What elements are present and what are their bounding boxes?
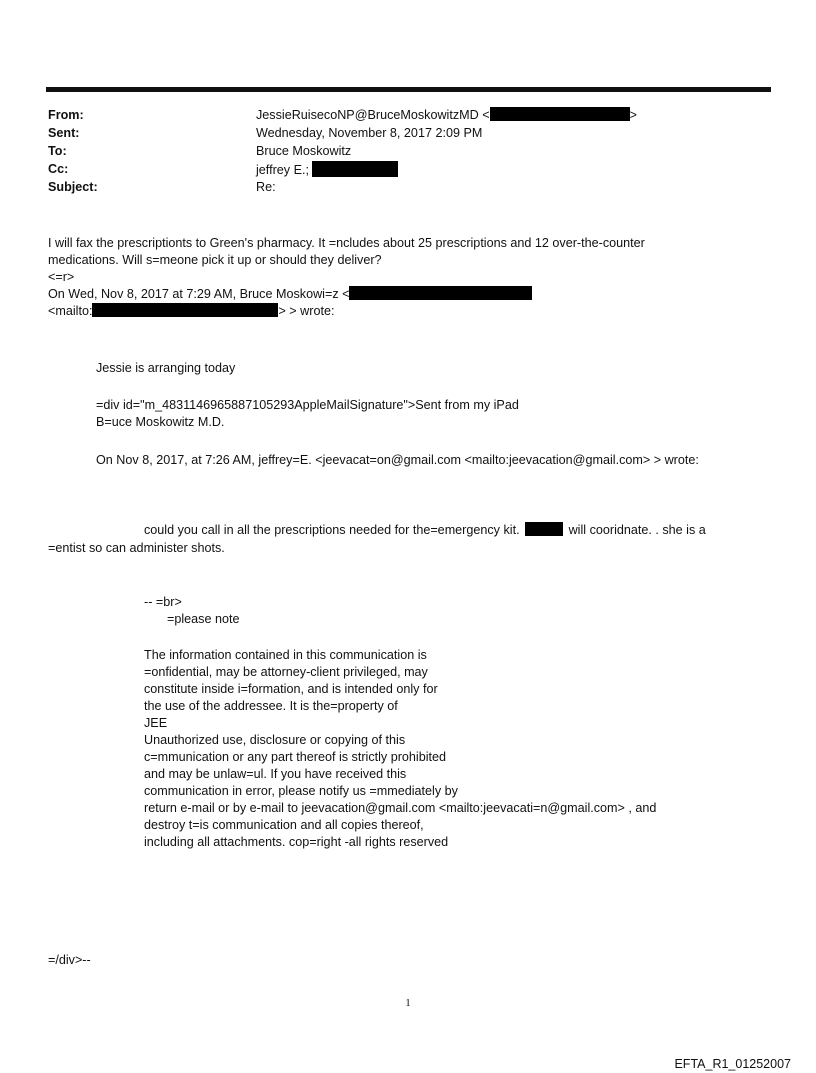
redaction-box xyxy=(490,107,630,121)
quote-text: could you call in all the prescriptions needed for the=emergency kit. xyxy=(144,523,520,537)
subject-label: Subject: xyxy=(48,180,98,194)
disclaimer-line: c=mmunication or any part thereof is strictly prohibited xyxy=(144,750,447,764)
quote-line: Jessie is arranging today xyxy=(96,361,236,375)
please-note xyxy=(167,611,239,628)
reply-line xyxy=(48,286,645,303)
quote-line: On Nov 8, 2017, at 7:26 AM, jeffrey=E. <jeevacat=on@gmail.com <mailto:jeevacation@gmail.com> > wrote: xyxy=(96,453,699,467)
redaction-box xyxy=(525,522,563,536)
mailto-end: > > wrote: xyxy=(278,304,335,318)
quote-1-attribution xyxy=(96,452,699,469)
signature-line: =please note xyxy=(167,612,240,626)
to-label: To: xyxy=(48,144,67,158)
mailto-start: <mailto: xyxy=(48,304,93,318)
quote-2-line-1 xyxy=(144,522,706,539)
signature-line: -- =br> xyxy=(144,595,182,609)
quote-text: will cooridnate. . she is a xyxy=(568,523,706,537)
from-value xyxy=(256,107,637,124)
page-number: 1 xyxy=(405,997,411,1009)
to-value: Bruce Moskowitz xyxy=(256,144,352,158)
quote-1 xyxy=(96,360,235,377)
redaction-box xyxy=(349,286,532,300)
reply-body xyxy=(48,235,645,320)
disclaimer-line: and may be unlaw=ul. If you have received this xyxy=(144,767,407,781)
from-address: JessieRuisecoNP@BruceMoskowitzMD < xyxy=(256,108,490,122)
document-id: EFTA_R1_01252007 xyxy=(674,1057,791,1071)
reply-line xyxy=(48,303,645,320)
disclaimer-line: the use of the addressee. It is the=property of xyxy=(144,699,398,713)
header-rule xyxy=(46,87,771,92)
quote-line: =div id="m_4831146965887105293AppleMailSignature">Sent from my iPad xyxy=(96,398,519,412)
cc-value xyxy=(256,161,398,179)
subject-value: Re: xyxy=(256,180,276,194)
redaction-box xyxy=(312,161,398,177)
reply-line: medications. Will s=meone pick it up or should they deliver? xyxy=(48,253,382,267)
closing-tag: =/div>-- xyxy=(48,953,91,967)
disclaimer-line: destroy t=is communication and all copies thereof, xyxy=(144,818,424,832)
quote-1-signature xyxy=(96,397,519,431)
disclaimer-line: Unauthorized use, disclosure or copying of this xyxy=(144,733,406,747)
disclaimer-line: communication in error, please notify us =mmediately by xyxy=(144,784,458,798)
sent-label: Sent: xyxy=(48,126,80,140)
disclaimer-line: constitute inside i=formation, and is intended only for xyxy=(144,682,438,696)
quote-text: =entist so can administer shots. xyxy=(48,541,225,555)
disclaimer-line: including all attachments. cop=right -all rights reserved xyxy=(144,835,449,849)
redaction-box xyxy=(92,303,278,317)
signature-break xyxy=(144,594,182,611)
disclaimer-line: return e-mail or by e-mail to jeevacation@gmail.com <mailto:jeevacati=n@gmail.com> , and xyxy=(144,801,657,815)
quote-attribution: On Wed, Nov 8, 2017 at 7:29 AM, Bruce Moskowi=z < xyxy=(48,287,350,301)
quote-2-line-2 xyxy=(48,540,225,557)
from-close: > xyxy=(629,108,637,122)
reply-line: <=r> xyxy=(48,270,75,284)
cc-name: jeffrey E.; xyxy=(256,163,309,177)
from-label: From: xyxy=(48,108,84,122)
disclaimer-line: The information contained in this communication is xyxy=(144,648,427,662)
disclaimer-line: =onfidential, may be attorney-client privileged, may xyxy=(144,665,428,679)
sent-value: Wednesday, November 8, 2017 2:09 PM xyxy=(256,126,483,140)
cc-label: Cc: xyxy=(48,162,69,176)
quote-line: B=uce Moskowitz M.D. xyxy=(96,415,225,429)
disclaimer-line: JEE xyxy=(144,716,168,730)
reply-line: I will fax the prescriptionts to Green's pharmacy. It =ncludes about 25 prescriptions and 12 over-the-counter xyxy=(48,236,645,250)
confidentiality-disclaimer xyxy=(144,647,656,851)
